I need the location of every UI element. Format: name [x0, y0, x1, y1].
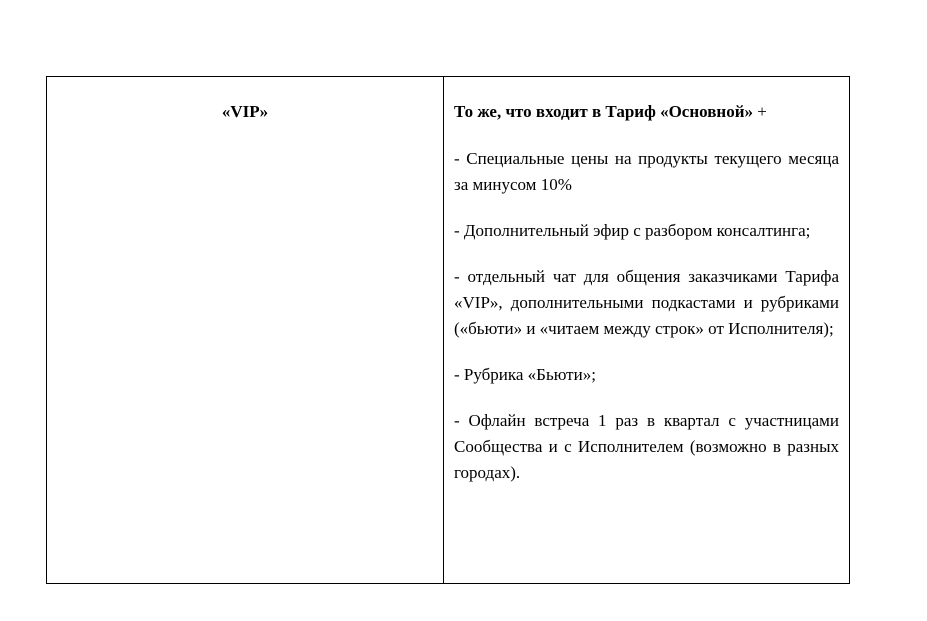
- tariff-name-cell: [47, 77, 444, 584]
- description-lead: [454, 101, 839, 123]
- table-row: [47, 77, 850, 584]
- tariff-description: [444, 77, 849, 486]
- tariff-description-cell: [444, 77, 850, 584]
- description-item: - отдельный чат для общения заказчиками Тарифа «VIP», дополнительными подкастами и рубриками («бьюти» и «читаем между строк» от Исполнителя);: [454, 267, 839, 338]
- description-lead-bold: То же, что входит в Тариф «Основной»: [454, 102, 753, 121]
- description-item: - Рубрика «Бьюти»;: [454, 365, 596, 384]
- description-item: - Офлайн встреча 1 раз в квартал с участницами Сообщества и с Исполнителем (возможно в разных городах).: [454, 411, 839, 482]
- description-item: - Специальные цены на продукты текущего месяца за минусом 10%: [454, 149, 839, 194]
- description-lead-plus: +: [753, 102, 767, 121]
- tariff-table: [46, 76, 850, 584]
- description-item: - Дополнительный эфир с разбором консалтинга;: [454, 221, 811, 240]
- tariff-name: «VIP»: [221, 102, 269, 121]
